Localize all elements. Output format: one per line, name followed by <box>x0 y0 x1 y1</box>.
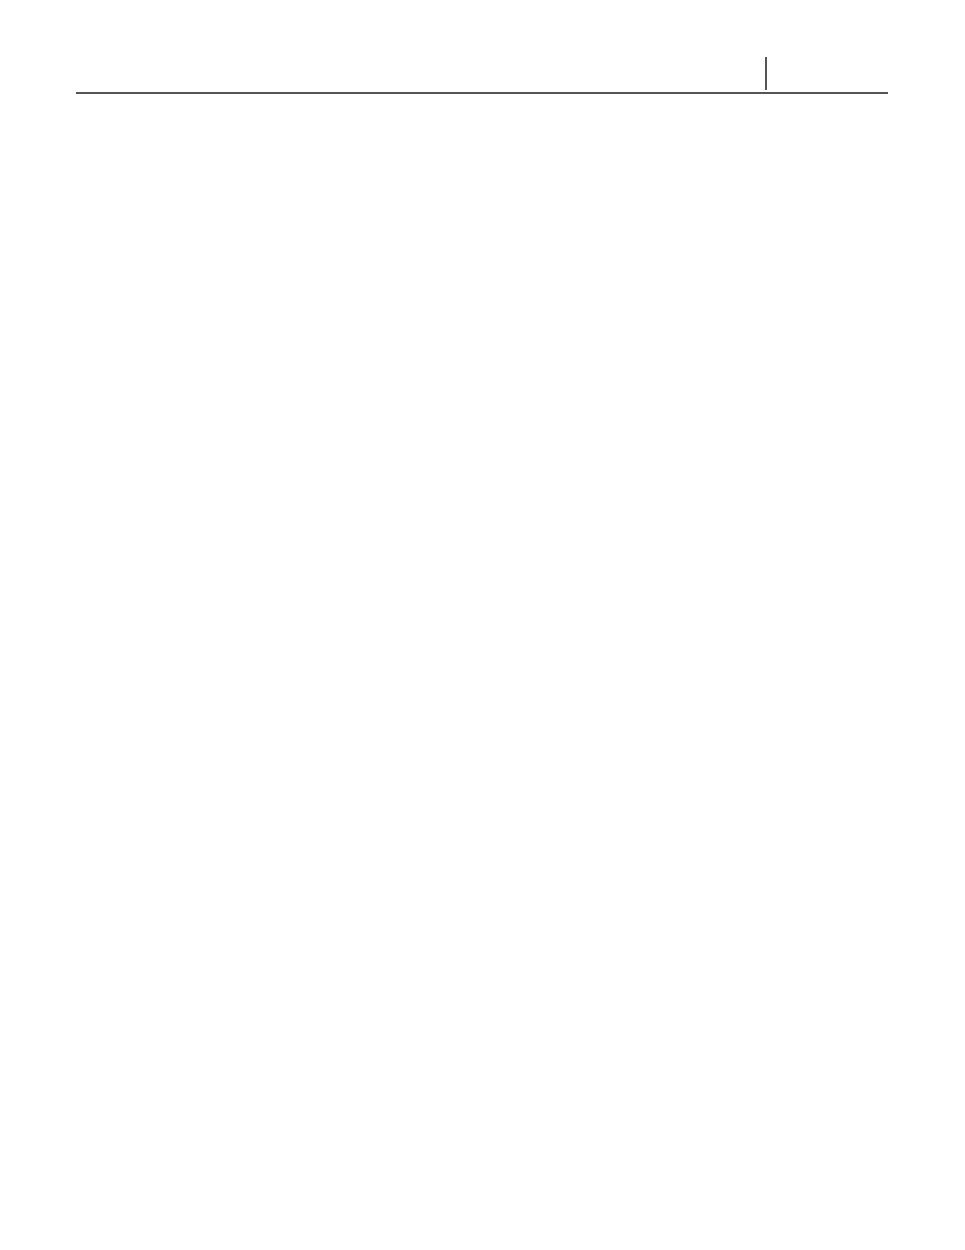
page-header <box>76 52 888 94</box>
header-divider <box>765 57 767 90</box>
